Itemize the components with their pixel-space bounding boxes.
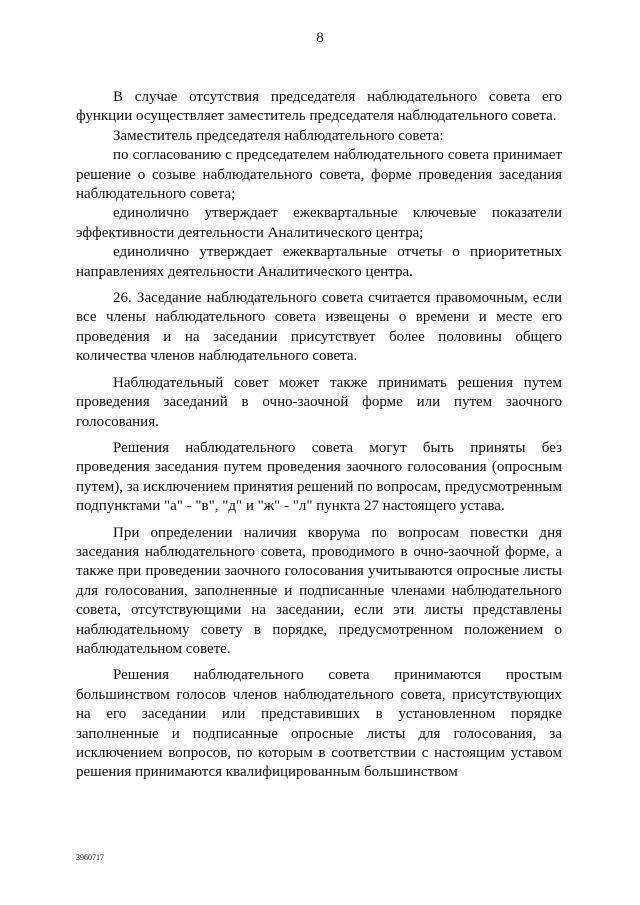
paragraph-report-approval: единолично утверждает ежеквартальные отчеты о приоритетных направлениях деятельности Аналитического центра. [76,244,562,280]
paragraph-quorum-clause-26: 26. Заседание наблюдательного совета считается правомочным, если все члены наблюдательного совета извещены о времени и месте его проведения и на заседании присутствует более половины общего количества членов наблюдательного совета. [76,290,562,365]
paragraph-convening-decision: по согласованию с председателем наблюдательного совета принимает решение о созыве наблюдательного совета, форме проведения заседания наблюдательного совета; [76,147,562,203]
paragraph-quorum-determination: При определении наличия кворума по вопросам повестки дня заседания наблюдательного совета, проводимого в очно-заочной форме, а также при проведении заочного голосования учитываются опросные листы для голосования, заполненные и подписанные членами наблюдательного совета, отсутствующими на заседании, если эти листы представлены наблюдательному совету в порядке, предусмотренном положением о наблюдательном совете. [76,524,562,657]
paragraph-kpi-approval: единолично утверждает ежеквартальные ключевые показатели эффективности деятельности Аналитического центра; [76,205,562,241]
paragraph-absentee-voting: Решения наблюдательного совета могут быть приняты без проведения заседания путем проведения заочного голосования (опросным путем), за исключением принятия решений по вопросам, предусмотренным подпунктами "а" - "в", "д" и "ж" - "л" пункта 27 настоящего устава. [76,439,562,515]
document-body [76,88,562,783]
document-code: 3960717 [76,853,104,862]
page-number: 8 [316,30,324,46]
paragraph-meeting-forms: Наблюдательный совет может также принимать решения путем проведения заседаний в очно-заочной форме или путем заочного голосования. [76,374,562,430]
paragraph-deputy-chair-heading: Заместитель председателя наблюдательного совета: [113,127,444,144]
paragraph-deputy-chair-role: В случае отсутствия председателя наблюдательного совета его функции осуществляет заместитель председателя наблюдательного совета. [76,89,562,125]
paragraph-majority-decisions: Решения наблюдательного совета принимаются простым большинством голосов членов наблюдательного совета, присутствующих на его заседании или представивших в установленном порядке заполненные и подписанные опросные листы для голосования, за исключением вопросов, по которым в соответствии с настоящим уставом решения принимаются квалифицированным большинством [76,667,562,781]
